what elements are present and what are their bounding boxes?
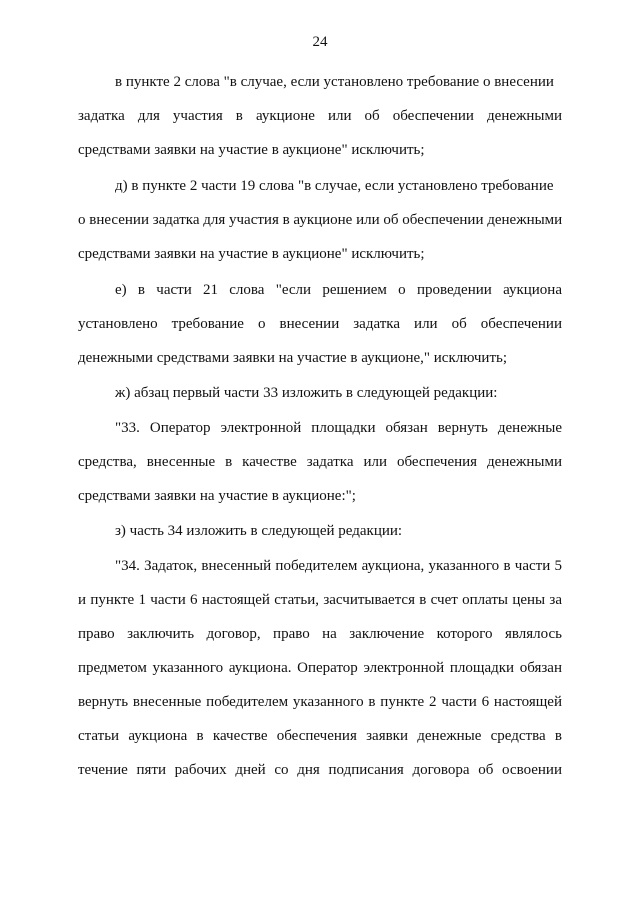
text-line: предметом указанного аукциона. Оператор электронной площадки обязан [78,660,562,676]
text-line: "34. Задаток, внесенный победителем аукциона, указанного в части 5 [115,558,562,574]
text-line: статьи аукциона в качестве обеспечения заявки денежные средства в [78,728,562,744]
text-line: право заключить договор, право на заключение которого являлось [78,626,562,642]
text-line: денежными средствами заявки на участие в аукционе," исключить; [78,350,508,366]
page-number: 24 [312,34,328,50]
text-line: "33. Оператор электронной площадки обязан вернуть денежные [115,420,562,436]
text-line: средствами заявки на участие в аукционе" исключить; [78,246,425,262]
text-line: средствами заявки на участие в аукционе" исключить; [78,142,425,158]
text-line: средствами заявки на участие в аукционе:"; [78,488,356,504]
text-line: вернуть внесенные победителем указанного в пункте 2 части 6 настоящей [78,694,562,710]
text-line: и пункте 1 части 6 настоящей статьи, засчитывается в счет оплаты цены за [78,592,562,608]
text-line: д) в пункте 2 части 19 слова "в случае, если установлено требование [115,178,554,194]
text-line: течение пяти рабочих дней со дня подписания договора об освоении [78,762,562,778]
text-line: з) часть 34 изложить в следующей редакции: [115,523,403,539]
text-line: задатка для участия в аукционе или об обеспечении денежными [78,108,562,124]
text-line: е) в части 21 слова "если решением о проведении аукциона [115,282,562,298]
text-line: о внесении задатка для участия в аукционе или об обеспечении денежными [78,212,562,228]
text-line: средства, внесенные в качестве задатка или обеспечения денежными [78,454,562,470]
text-line: в пункте 2 слова "в случае, если установлено требование о внесении [115,74,554,90]
text-line: ж) абзац первый части 33 изложить в следующей редакции: [115,385,498,401]
text-line: установлено требование о внесении задатка или об обеспечении [78,316,562,332]
